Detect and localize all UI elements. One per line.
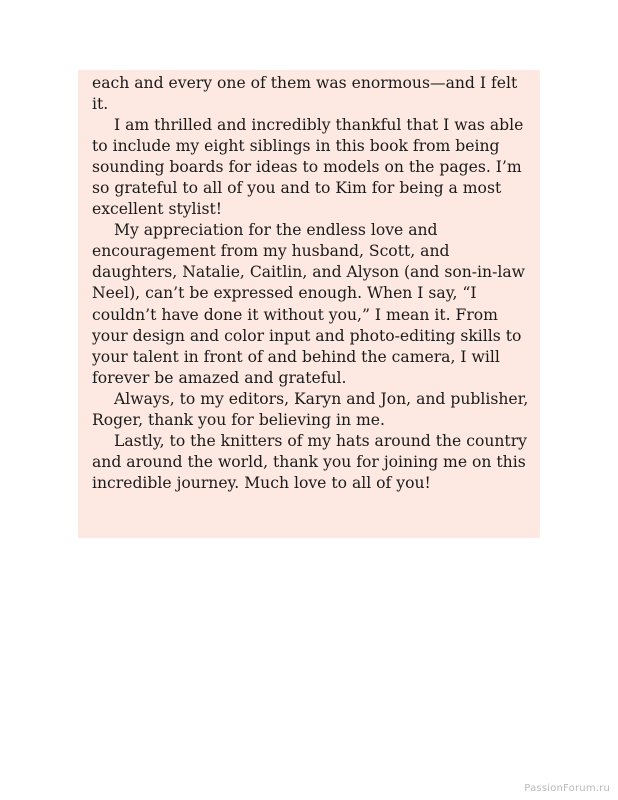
acknowledgments-text-block: [78, 70, 540, 538]
paragraph-continuation: each and every one of them was enormous—and I felt it.: [92, 74, 518, 114]
paragraph-editors-thanks: Always, to my editors, Karyn and Jon, and publisher, Roger, thank you for believing in me.: [92, 389, 529, 429]
site-watermark: PassionForum.ru: [524, 783, 610, 794]
paragraph-siblings-thanks: I am thrilled and incredibly thankful that I was able to include my eight siblings in this book from being sounding boards for ideas to models on the pages. I’m so grateful to all of you and to Kim for being a most excellent stylist!: [92, 116, 524, 219]
paragraph-family-thanks: My appreciation for the endless love and encouragement from my husband, Scott, and daughters, Natalie, Caitlin, and Alyson (and son-in-law Neel), can’t be expressed enough. When I say, “I couldn’t have done it without you,” I mean it. From your design and color input and photo-editing skills to your talent in front of and behind the camera, I will forever be amazed and grateful.: [92, 221, 525, 387]
paragraph-knitters-thanks: Lastly, to the knitters of my hats around the country and around the world, thank you for joining me on this incredible journey. Much love to all of you!: [92, 431, 527, 492]
